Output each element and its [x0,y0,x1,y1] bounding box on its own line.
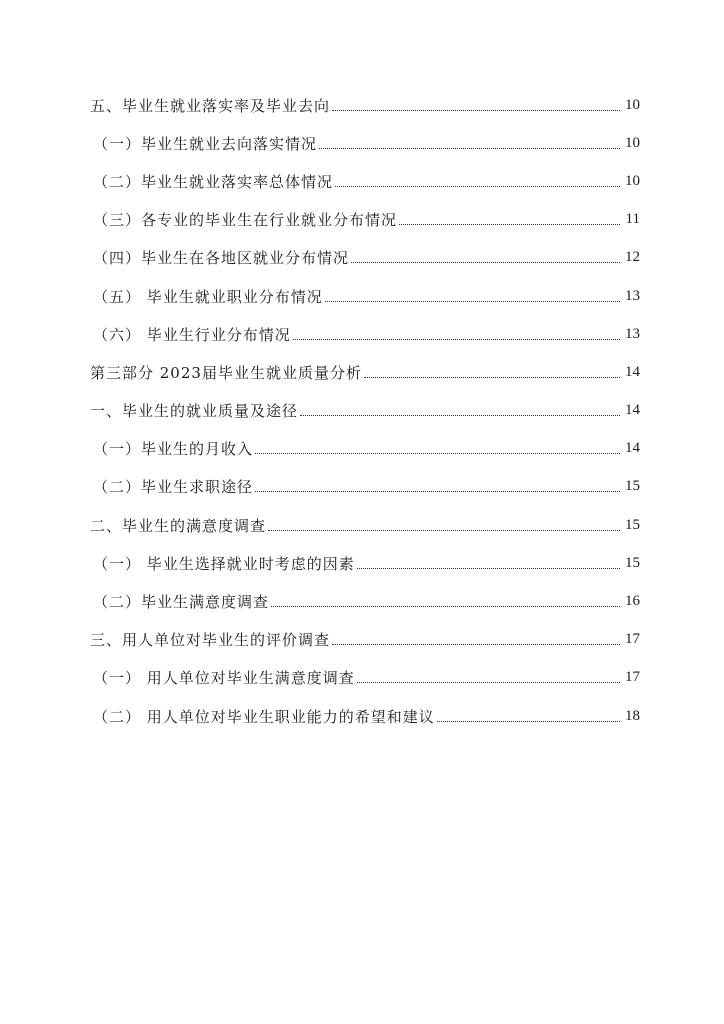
toc-dot-leader [255,452,620,454]
toc-entry[interactable] [0,392,724,430]
toc-entry-title: （二）毕业生求职途径 [93,478,254,497]
toc-dot-leader [399,223,620,225]
toc-page-number: 15 [625,478,640,495]
toc-dot-leader [255,490,620,492]
toc-page-number: 10 [625,172,640,189]
toc-entry[interactable] [0,315,724,353]
toc-entry[interactable] [0,162,724,200]
toc-page-number: 14 [625,440,640,457]
toc-entry-title: （二）毕业生满意度调查 [93,593,270,612]
toc-dot-leader [332,643,620,645]
toc-entry-title: （一） 用人单位对毕业生满意度调查 [93,669,355,688]
toc-page-number: 13 [625,287,640,304]
toc-entry-title: （三）各专业的毕业生在行业就业分布情况 [93,211,398,230]
toc-dot-leader [351,261,620,263]
toc-entry-title: 二、毕业生的满意度调查 [90,516,267,535]
toc-page-number: 15 [625,554,640,571]
toc-page-number: 11 [625,211,640,228]
toc-dot-leader [271,605,620,607]
toc-entry[interactable] [0,124,724,162]
toc-entry[interactable] [0,506,724,544]
toc-dot-leader [357,567,620,569]
toc-page-number: 14 [625,402,640,419]
toc-entry[interactable] [0,353,724,391]
toc-page-number: 10 [625,96,640,113]
toc-entry[interactable] [0,659,724,697]
toc-page-number: 14 [625,363,640,380]
toc-page-number: 18 [625,707,640,724]
toc-page-number: 17 [625,669,640,686]
toc-entry-title: 五、毕业生就业落实率及毕业去向 [90,96,331,115]
toc-dot-leader [332,109,620,111]
toc-entry[interactable] [0,239,724,277]
table-of-contents [0,86,724,735]
toc-entry-title: （四）毕业生在各地区就业分布情况 [93,249,350,268]
toc-entry-title: （六） 毕业生行业分布情况 [93,325,291,344]
toc-dot-leader [268,529,620,531]
toc-entry-title: （五） 毕业生就业职业分布情况 [93,287,323,306]
toc-entry-title: （一） 毕业生选择就业时考虑的因素 [93,554,355,573]
toc-dot-leader [364,376,620,378]
toc-entry-title: （二）毕业生就业落实率总体情况 [93,172,334,191]
toc-dot-leader [325,300,620,302]
toc-dot-leader [319,147,620,149]
toc-entry-title: 三、用人单位对毕业生的评价调查 [90,631,331,650]
toc-dot-leader [335,185,620,187]
toc-entry-title: （一）毕业生的月收入 [93,440,254,459]
toc-entry[interactable] [0,697,724,735]
toc-page-number: 17 [625,631,640,648]
toc-entry-title: 第三部分 2023届毕业生就业质量分析 [90,363,362,382]
toc-page-number: 13 [625,325,640,342]
toc-dot-leader [293,338,620,340]
toc-entry-title: （二） 用人单位对毕业生职业能力的希望和建议 [93,707,435,726]
toc-page-number: 10 [625,134,640,151]
toc-page-number: 12 [625,249,640,266]
toc-entry[interactable] [0,582,724,620]
toc-entry-title: 一、毕业生的就业质量及途径 [90,402,299,421]
toc-entry[interactable] [0,544,724,582]
toc-entry[interactable] [0,277,724,315]
toc-entry[interactable] [0,430,724,468]
toc-entry-title: （一）毕业生就业去向落实情况 [93,134,318,153]
toc-dot-leader [437,720,620,722]
toc-entry[interactable] [0,86,724,124]
toc-dot-leader [300,414,620,416]
toc-entry[interactable] [0,201,724,239]
toc-page-number: 16 [625,593,640,610]
toc-dot-leader [357,681,620,683]
toc-entry[interactable] [0,621,724,659]
toc-page-number: 15 [625,516,640,533]
toc-entry[interactable] [0,468,724,506]
